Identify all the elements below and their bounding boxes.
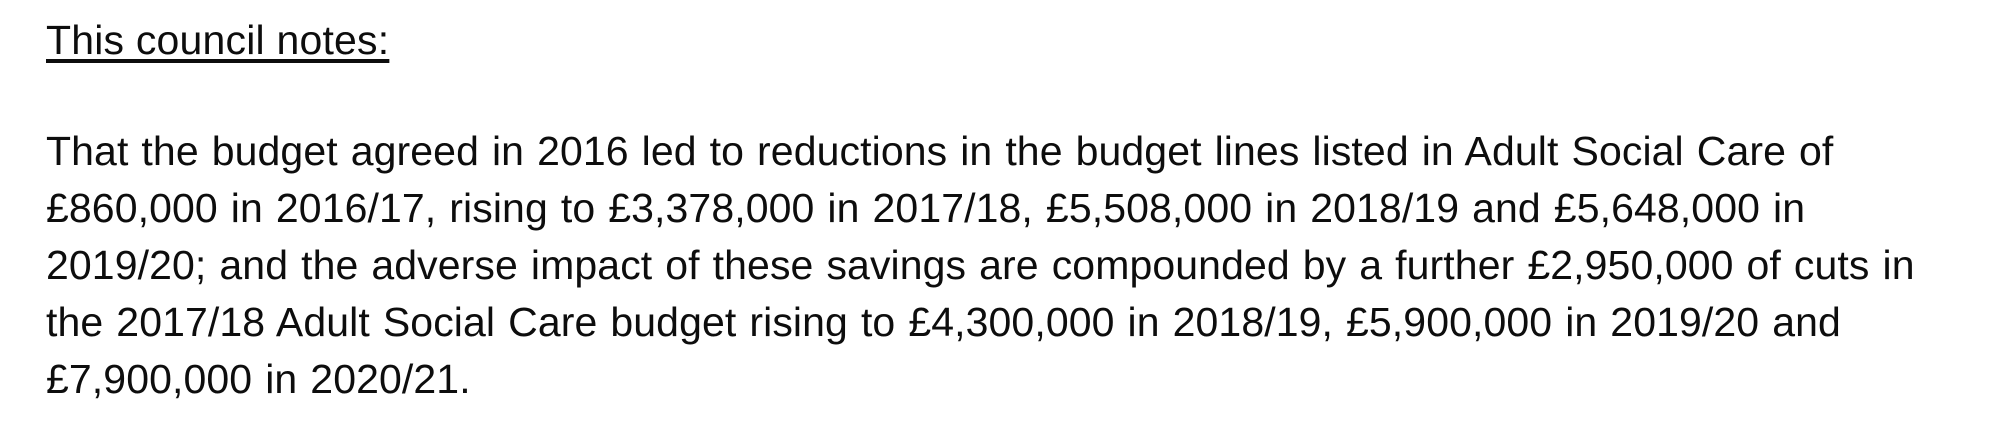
paragraph: That the budget agreed in 2016 led to reductions in the budget lines listed in Adult Social Care of £860,000 in 2016/17, rising to £3,378,000 in 2017/18, £5,508,000 in 2018/19 and £5,648,000 in 2019/20; and the adverse impact of these savings are compounded by a further £2,950,000 of cuts in the 2017/18 Adult Social Care budget rising to £4,300,000 in 2018/19, £5,900,000 in 2019/20 and £7,900,000 in 2020/21. <box>46 128 1915 403</box>
page-title: This council notes: <box>46 17 390 63</box>
body-text <box>46 123 1926 408</box>
